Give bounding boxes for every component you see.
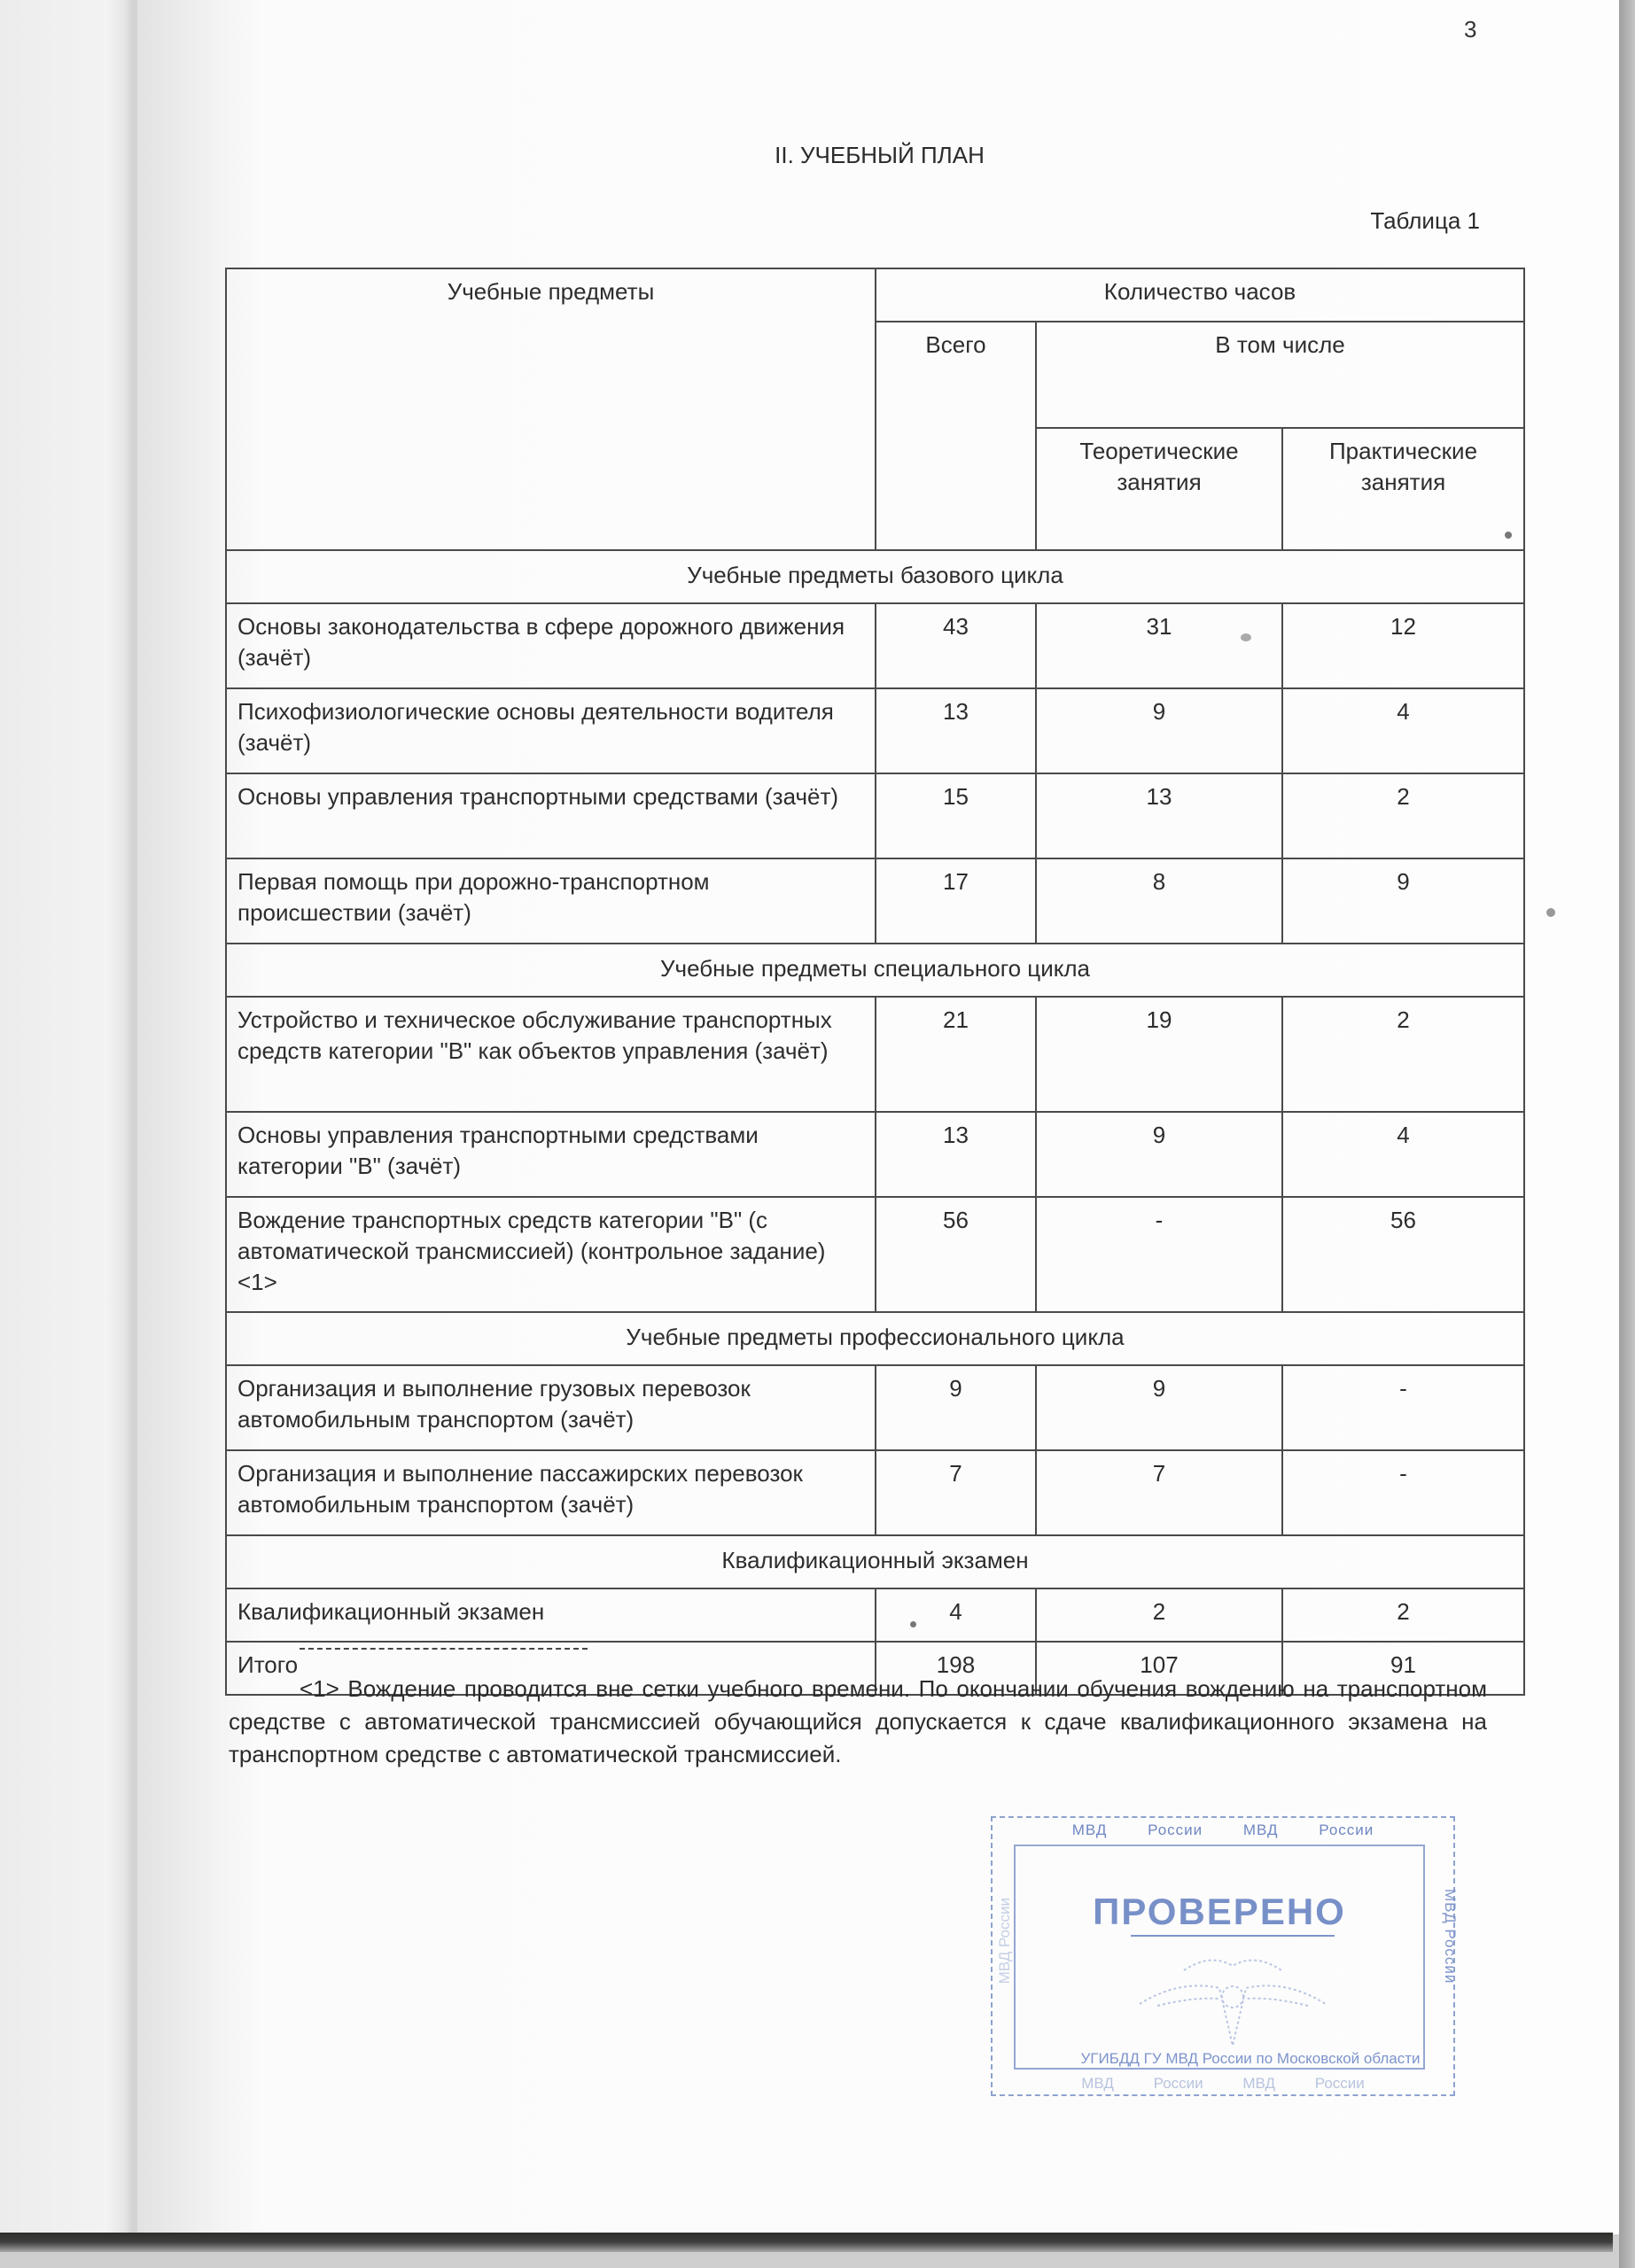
stamp-side-left-text: МВД России (996, 1898, 1013, 1984)
section-title: II. УЧЕБНЫЙ ПЛАН (775, 142, 985, 168)
scan-speck (910, 1621, 916, 1627)
theory-cell: 9 (1036, 1365, 1282, 1450)
stamp-underline (1131, 1935, 1335, 1937)
header-row-1 (226, 268, 1524, 322)
theory-cell: 7 (1036, 1450, 1282, 1535)
subject-cell: Первая помощь при дорожно-транспортном происшествии (зачёт) (226, 858, 876, 944)
table-row (226, 688, 1524, 773)
total-cell: 15 (876, 773, 1036, 858)
grand-practice-cell: 91 (1282, 1642, 1524, 1695)
header-subjects: Учебные предметы (226, 268, 876, 550)
scan-speck (1546, 908, 1555, 917)
table-row (226, 858, 1524, 944)
section-row-base (226, 550, 1524, 603)
header-hours: Количество часов (876, 268, 1524, 322)
practice-cell: 4 (1282, 688, 1524, 773)
eagle-emblem-icon (1131, 1944, 1335, 2054)
section-title-special: Учебные предметы специального цикла (226, 944, 1524, 997)
theory-cell: 2 (1036, 1588, 1282, 1642)
practice-cell: 56 (1282, 1197, 1524, 1312)
total-cell: 43 (876, 603, 1036, 688)
grand-theory-cell: 107 (1036, 1642, 1282, 1695)
theory-cell: 19 (1036, 997, 1282, 1112)
subject-cell: Основы законодательства в сфере дорожного движения (зачёт) (226, 603, 876, 688)
subject-cell: Основы управления транспортными средствами категории "B" (зачёт) (226, 1112, 876, 1197)
practice-cell: 12 (1282, 603, 1524, 688)
table-row (226, 773, 1524, 858)
section-title-base: Учебные предметы базового цикла (226, 550, 1524, 603)
theory-cell: - (1036, 1197, 1282, 1312)
practice-cell: - (1282, 1450, 1524, 1535)
practice-cell: 2 (1282, 773, 1524, 858)
subject-cell: Психофизиологические основы деятельности водителя (зачёт) (226, 688, 876, 773)
subject-cell: Основы управления транспортными средствами (зачёт) (226, 773, 876, 858)
total-cell: 13 (876, 1112, 1036, 1197)
footnote-separator (300, 1648, 588, 1650)
scan-right-edge (1619, 0, 1635, 2268)
total-cell: 9 (876, 1365, 1036, 1450)
table-row (226, 1112, 1524, 1197)
grand-total-cell: 198 (876, 1642, 1036, 1695)
section-title-exam: Квалификационный экзамен (226, 1535, 1524, 1588)
practice-cell: 9 (1282, 858, 1524, 944)
total-cell: 4 (876, 1588, 1036, 1642)
scan-speck (1241, 633, 1251, 641)
header-practice: Практические занятия (1282, 428, 1524, 550)
theory-cell: 31 (1036, 603, 1282, 688)
header-including: В том числе (1036, 322, 1524, 428)
subject-cell: Организация и выполнение грузовых перевозок автомобильным транспортом (зачёт) (226, 1365, 876, 1450)
section-row-professional (226, 1312, 1524, 1365)
footnote-text: <1> Вождение проводится вне сетки учебного времени. По окончании обучения вождению на транспортном средстве с автоматической трансмиссией обучающийся допускается к сдаче квалификационного экзамена на транспортном средстве с автоматической трансмиссией. (229, 1675, 1487, 1767)
section-title-professional: Учебные предметы профессионального цикла (226, 1312, 1524, 1365)
table-row (226, 997, 1524, 1112)
table-caption: Таблица 1 (1370, 207, 1480, 234)
section-row-special (226, 944, 1524, 997)
practice-cell: 2 (1282, 997, 1524, 1112)
table-row (226, 1365, 1524, 1450)
stamp-main-text: ПРОВЕРЕНО (1093, 1891, 1346, 1932)
header-theory: Теоретические занятия (1036, 428, 1282, 550)
practice-cell: 2 (1282, 1588, 1524, 1642)
total-cell: 17 (876, 858, 1036, 944)
header-total: Всего (876, 322, 1036, 550)
table-row (226, 1588, 1524, 1642)
scan-bottom-edge (0, 2233, 1613, 2252)
stamp-org-text: УГИБДД ГУ МВД России по Московской области (1080, 2050, 1421, 2067)
verification-stamp (991, 1816, 1459, 2096)
practice-cell: 4 (1282, 1112, 1524, 1197)
total-cell: 56 (876, 1197, 1036, 1312)
theory-cell: 9 (1036, 688, 1282, 773)
theory-cell: 9 (1036, 1112, 1282, 1197)
total-cell: 21 (876, 997, 1036, 1112)
subject-cell: Вождение транспортных средств категории "B" (с автоматической трансмиссией) (контрольное задание)<1> (226, 1197, 876, 1312)
total-cell: 13 (876, 688, 1036, 773)
table-row (226, 603, 1524, 688)
page-number: 3 (1464, 16, 1477, 43)
total-label: Итого (226, 1642, 876, 1695)
curriculum-table (225, 268, 1525, 1696)
stamp-inner-frame (1014, 1845, 1425, 2070)
subject-cell: Организация и выполнение пассажирских перевозок автомобильным транспортом (зачёт) (226, 1450, 876, 1535)
total-cell: 7 (876, 1450, 1036, 1535)
stamp-side-right-text: МВД России (1442, 1889, 1459, 1984)
table-row (226, 1197, 1524, 1312)
theory-cell: 8 (1036, 858, 1282, 944)
practice-cell: - (1282, 1365, 1524, 1450)
subject-cell: Квалификационный экзамен (226, 1588, 876, 1642)
stamp-bottom-text: МВД России МВД России (1081, 2075, 1365, 2092)
table-row (226, 1450, 1524, 1535)
subject-cell: Устройство и техническое обслуживание транспортных средств категории "B" как объектов управления (зачёт) (226, 997, 876, 1112)
section-row-exam (226, 1535, 1524, 1588)
scan-speck (1505, 532, 1512, 539)
theory-cell: 13 (1036, 773, 1282, 858)
stamp-top-text: МВД России МВД России (1071, 1821, 1374, 1838)
